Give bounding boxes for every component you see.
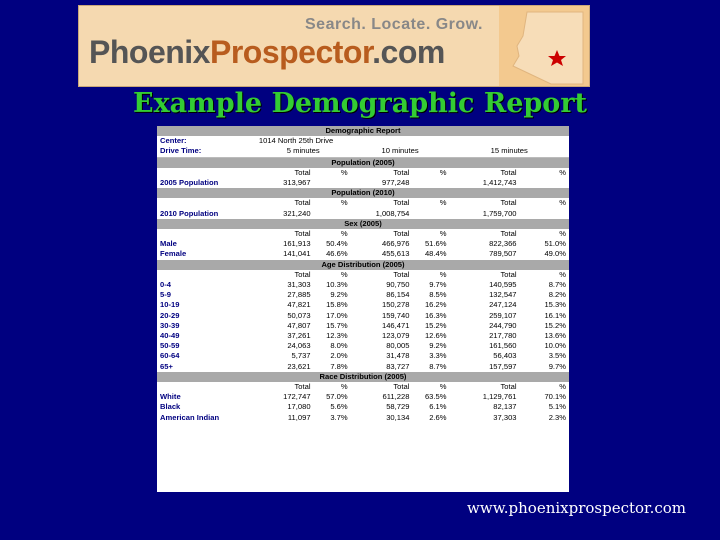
age-row-value: 3.3%	[429, 351, 447, 361]
age-row-value: 8.2%	[548, 290, 566, 300]
section-header-pop2010: Population (2010)	[157, 188, 569, 198]
race-row-value: 5.1%	[548, 402, 566, 412]
age-row-value: 23,621	[287, 361, 311, 371]
age-row-label: 60-64	[160, 351, 180, 361]
sex-row-value: 51.6%	[424, 239, 447, 249]
drive-time-5: 5 minutes	[256, 146, 351, 157]
sex-row-value: 822,366	[489, 239, 517, 249]
age-row-value: 31,303	[287, 280, 311, 290]
sex-row-label: Male	[160, 239, 177, 249]
col-total: Total	[500, 198, 517, 208]
col-pct: %	[559, 198, 566, 208]
table-row	[157, 290, 569, 300]
age-row-value: 9.2%	[330, 290, 348, 300]
age-row-value: 16.3%	[424, 310, 447, 320]
age-row-label: 50-59	[160, 341, 180, 351]
age-row-value: 247,124	[489, 300, 517, 310]
race-row-value: 70.1%	[544, 392, 566, 402]
race-row-value: 82,137	[493, 402, 517, 412]
race-row-value: 30,134	[386, 412, 410, 422]
race-row-value: 3.7%	[330, 412, 348, 422]
age-row-label: 30-39	[160, 320, 180, 330]
age-row-value: 15.7%	[326, 320, 348, 330]
age-row-value: 244,790	[489, 320, 517, 330]
age-row-value: 7.8%	[330, 361, 348, 371]
col-total: Total	[393, 269, 410, 279]
col-pct: %	[340, 229, 348, 239]
pop2005-10min: 977,248	[381, 178, 410, 188]
age-row-value: 10.3%	[326, 280, 348, 290]
race-row-label: White	[160, 392, 181, 402]
col-pct: %	[439, 382, 447, 392]
age-row-value: 9.7%	[548, 361, 566, 371]
age-row-value: 31,478	[386, 351, 410, 361]
col-pct: %	[340, 382, 348, 392]
age-row-value: 140,595	[489, 280, 517, 290]
center-value: 1014 North 25th Drive	[258, 136, 334, 146]
col-total: Total	[393, 198, 410, 208]
race-row-value: 2.6%	[429, 412, 447, 422]
table-row	[157, 249, 569, 259]
table-row	[157, 402, 569, 412]
sex-row-value: 48.4%	[424, 249, 447, 259]
age-row-label: 65+	[160, 361, 173, 371]
race-row-value: 57.0%	[326, 392, 348, 402]
pop2005-15min: 1,412,743	[482, 178, 517, 188]
age-row-label: 40-49	[160, 331, 180, 341]
age-row-value: 150,278	[381, 300, 410, 310]
race-row-value: 11,097	[287, 412, 311, 422]
age-row-value: 161,560	[489, 341, 517, 351]
col-total: Total	[294, 229, 311, 239]
age-row-value: 123,079	[381, 331, 410, 341]
race-row-value: 37,303	[493, 412, 517, 422]
arizona-map-icon	[499, 6, 589, 86]
col-total: Total	[294, 167, 311, 177]
race-row-label: Black	[160, 402, 181, 412]
col-total: Total	[393, 167, 410, 177]
age-row-value: 12.6%	[424, 331, 447, 341]
sex-row-value: 455,613	[381, 249, 410, 259]
col-pct: %	[340, 269, 348, 279]
sex-rows	[157, 239, 569, 259]
age-row-value: 15.3%	[544, 300, 566, 310]
race-rows	[157, 392, 569, 423]
footer-url: www.phoenixprospector.com	[467, 499, 686, 517]
age-row-value: 12.3%	[326, 331, 348, 341]
sex-row-value: 50.4%	[326, 239, 348, 249]
table-row	[157, 300, 569, 310]
age-row-value: 8.0%	[330, 341, 348, 351]
pop2010-label: 2010 Population	[160, 208, 219, 218]
table-row	[157, 311, 569, 321]
race-row-value: 5.6%	[330, 402, 348, 412]
report-table	[157, 126, 569, 423]
col-pct: %	[439, 269, 447, 279]
col-total: Total	[500, 167, 517, 177]
age-row-value: 146,471	[381, 320, 410, 330]
age-row-value: 159,740	[381, 310, 410, 320]
col-pct: %	[439, 198, 447, 208]
age-row-value: 3.5%	[548, 351, 566, 361]
col-total: Total	[500, 269, 517, 279]
sex-row-label: Female	[160, 249, 187, 259]
age-row-value: 83,727	[386, 361, 410, 371]
table-row	[157, 341, 569, 351]
center-label: Center:	[160, 136, 187, 146]
pop2005-5min: 313,967	[283, 178, 311, 188]
section-header-sex: Sex (2005)	[157, 219, 569, 229]
slide-title: Example Demographic Report	[132, 88, 588, 119]
pop2005-label: 2005 Population	[160, 178, 219, 188]
age-row-value: 37,261	[287, 331, 311, 341]
banner-name-part3: .com	[372, 34, 445, 70]
age-row-value: 132,547	[489, 290, 517, 300]
pop2010-10min: 1,008,754	[375, 208, 410, 218]
col-pct: %	[439, 229, 447, 239]
banner-tagline: Search. Locate. Grow.	[305, 16, 483, 33]
col-pct: %	[559, 382, 566, 392]
age-row-value: 259,107	[489, 310, 517, 320]
table-row	[157, 362, 569, 372]
race-row-value: 611,228	[382, 392, 410, 402]
report-title: Demographic Report	[157, 126, 569, 136]
col-total: Total	[294, 198, 311, 208]
banner-name-part1: Phoenix	[89, 34, 210, 70]
col-total: Total	[500, 382, 517, 392]
table-row	[157, 239, 569, 249]
race-row-value: 17,080	[287, 402, 311, 412]
age-row-value: 47,821	[287, 300, 311, 310]
age-row-value: 24,063	[287, 341, 311, 351]
section-header-age: Age Distribution (2005)	[157, 260, 569, 270]
col-pct: %	[439, 167, 447, 177]
sex-row-value: 49.0%	[544, 249, 566, 259]
section-header-race: Race Distribution (2005)	[157, 372, 569, 382]
age-row-value: 80,005	[386, 341, 410, 351]
phoenix-prospector-banner	[78, 5, 590, 87]
age-row-value: 5,737	[291, 351, 311, 361]
age-row-value: 15.2%	[544, 320, 566, 330]
sex-row-value: 161,913	[283, 239, 311, 249]
drive-time-15: 15 minutes	[450, 146, 570, 157]
col-pct: %	[559, 229, 566, 239]
age-row-label: 0-4	[160, 280, 171, 290]
banner-logo-text	[89, 34, 445, 71]
banner-name-part2: Prospector	[209, 34, 373, 70]
race-row-label: American Indian	[160, 412, 220, 422]
drive-time-10: 10 minutes	[351, 146, 450, 157]
age-row-value: 50,073	[287, 310, 311, 320]
age-row-label: 5-9	[160, 290, 171, 300]
table-row	[157, 321, 569, 331]
race-row-value: 58,729	[386, 402, 410, 412]
age-row-value: 16.1%	[544, 310, 566, 320]
sex-row-value: 466,976	[381, 239, 410, 249]
age-row-value: 8.7%	[429, 361, 447, 371]
age-row-value: 157,597	[489, 361, 517, 371]
pop2010-5min: 321,240	[283, 208, 311, 218]
race-row-value: 172,747	[283, 392, 311, 402]
age-row-value: 15.8%	[326, 300, 348, 310]
sex-row-value: 46.6%	[326, 249, 348, 259]
col-pct: %	[340, 198, 348, 208]
race-row-value: 6.1%	[429, 402, 447, 412]
age-row-value: 8.5%	[429, 290, 447, 300]
race-row-value: 1,129,761	[482, 392, 517, 402]
col-total: Total	[294, 382, 311, 392]
col-pct: %	[559, 269, 566, 279]
age-row-value: 56,403	[493, 351, 517, 361]
age-row-value: 10.0%	[544, 341, 566, 351]
age-row-label: 10-19	[160, 300, 180, 310]
age-row-value: 47,807	[287, 320, 311, 330]
demographic-report	[157, 126, 569, 492]
age-row-value: 15.2%	[424, 320, 447, 330]
table-row	[157, 351, 569, 361]
age-row-value: 2.0%	[330, 351, 348, 361]
sex-row-value: 789,507	[489, 249, 517, 259]
col-total: Total	[500, 229, 517, 239]
col-pct: %	[559, 167, 566, 177]
pop2010-15min: 1,759,700	[482, 208, 517, 218]
sex-row-value: 141,041	[283, 249, 311, 259]
age-row-value: 16.2%	[424, 300, 447, 310]
table-row	[157, 413, 569, 423]
drive-time-label: Drive Time:	[157, 146, 256, 157]
table-row	[157, 280, 569, 290]
sex-row-value: 51.0%	[544, 239, 566, 249]
age-row-value: 17.0%	[326, 310, 348, 320]
age-row-value: 86,154	[386, 290, 410, 300]
age-row-value: 9.7%	[429, 280, 447, 290]
section-header-pop2005: Population (2005)	[157, 157, 569, 168]
race-row-value: 63.5%	[424, 392, 447, 402]
col-total: Total	[294, 269, 311, 279]
age-row-value: 13.6%	[544, 331, 566, 341]
col-total: Total	[393, 382, 410, 392]
race-row-value: 2.3%	[548, 412, 566, 422]
age-row-value: 8.7%	[548, 280, 566, 290]
age-rows	[157, 280, 569, 372]
age-row-value: 90,750	[386, 280, 410, 290]
age-row-value: 27,885	[287, 290, 311, 300]
age-row-value: 217,780	[489, 331, 517, 341]
age-row-label: 20-29	[160, 310, 180, 320]
age-row-value: 9.2%	[429, 341, 447, 351]
table-row	[157, 331, 569, 341]
table-row	[157, 392, 569, 402]
col-total: Total	[393, 229, 410, 239]
col-pct: %	[340, 167, 348, 177]
